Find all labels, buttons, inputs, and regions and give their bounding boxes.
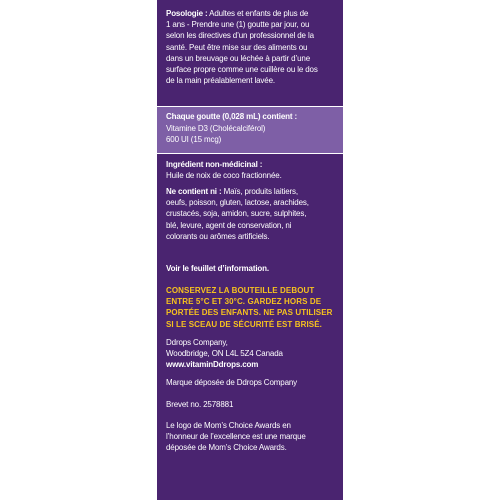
ingredient-section xyxy=(166,159,338,181)
contains-not-line: colorants ou arômes artificiels. xyxy=(166,230,270,241)
contains-not-title: Ne contient ni : xyxy=(166,186,222,196)
warning-line: SI LE SCEAU DE SÉCURITÉ EST BRISÉ. xyxy=(166,318,322,329)
trademark-section xyxy=(166,377,338,388)
posologie-section xyxy=(166,8,338,86)
posologie-line: de la main préalablement lavée. xyxy=(166,75,275,86)
contains-not-line: Maïs, produits laitiers, xyxy=(223,186,298,196)
leaflet-note: Voir le feuillet d’information. xyxy=(166,263,269,273)
posologie-line: Adultes et enfants de plus de xyxy=(209,8,309,18)
ingredient-title: Ingrédient non-médicinal : xyxy=(166,159,263,169)
ingredient-value: Huile de noix de coco fractionnée. xyxy=(166,170,282,181)
product-label-panel xyxy=(157,0,343,500)
patent-section xyxy=(166,399,338,410)
patent-number: Brevet no. 2578881 xyxy=(166,399,234,409)
posologie-title: Posologie : xyxy=(166,8,208,18)
company-website: www.vitaminDdrops.com xyxy=(166,359,259,370)
moms-choice-section xyxy=(166,420,338,454)
warning-section xyxy=(166,285,338,330)
trademark-note: Marque déposée de Ddrops Company xyxy=(166,377,298,387)
composition-title: Chaque goutte (0,028 mL) contient : xyxy=(166,111,297,121)
contains-not-line: crustacés, soja, amidon, sucre, sulphites, xyxy=(166,208,307,219)
posologie-line: surface propre comme une cuillère ou le dos xyxy=(166,64,318,75)
moms-choice-line: déposée de Mom’s Choice Awards. xyxy=(166,442,287,453)
contains-not-line: blé, levure, agent de conservation, ni xyxy=(166,219,292,230)
company-name: Ddrops Company, xyxy=(166,337,228,347)
composition-box xyxy=(157,106,343,154)
company-address: Woodbridge, ON L4L 5Z4 Canada xyxy=(166,348,283,359)
posologie-line: santé. Peut être mise sur des aliments ou xyxy=(166,41,308,52)
composition-dose: 600 UI (15 mcg) xyxy=(166,134,222,144)
composition-ingredient: Vitamine D3 (Cholécalciférol) xyxy=(166,123,266,133)
posologie-line: 1 ans - Prendre une (1) goutte par jour, ou xyxy=(166,19,310,30)
posologie-line: dans un breuvage ou léchée à partir d’une xyxy=(166,52,311,63)
company-section xyxy=(166,337,338,371)
moms-choice-line: Le logo de Mom’s Choice Awards en xyxy=(166,420,291,430)
warning-line: ENTRE 5°C ET 30°C. GARDEZ HORS DE xyxy=(166,296,322,307)
contains-not-section xyxy=(166,186,338,242)
contains-not-line: oeufs, poisson, gluten, lactose, arachides, xyxy=(166,197,309,208)
leaflet-section xyxy=(166,263,338,274)
warning-line: PORTÉE DES ENFANTS. NE PAS UTILISER xyxy=(166,307,333,318)
warning-line: CONSERVEZ LA BOUTEILLE DEBOUT xyxy=(166,285,315,295)
moms-choice-line: l’honneur de l’excellence est une marque xyxy=(166,431,306,442)
posologie-line: selon les directives d’un professionnel de la xyxy=(166,30,314,41)
